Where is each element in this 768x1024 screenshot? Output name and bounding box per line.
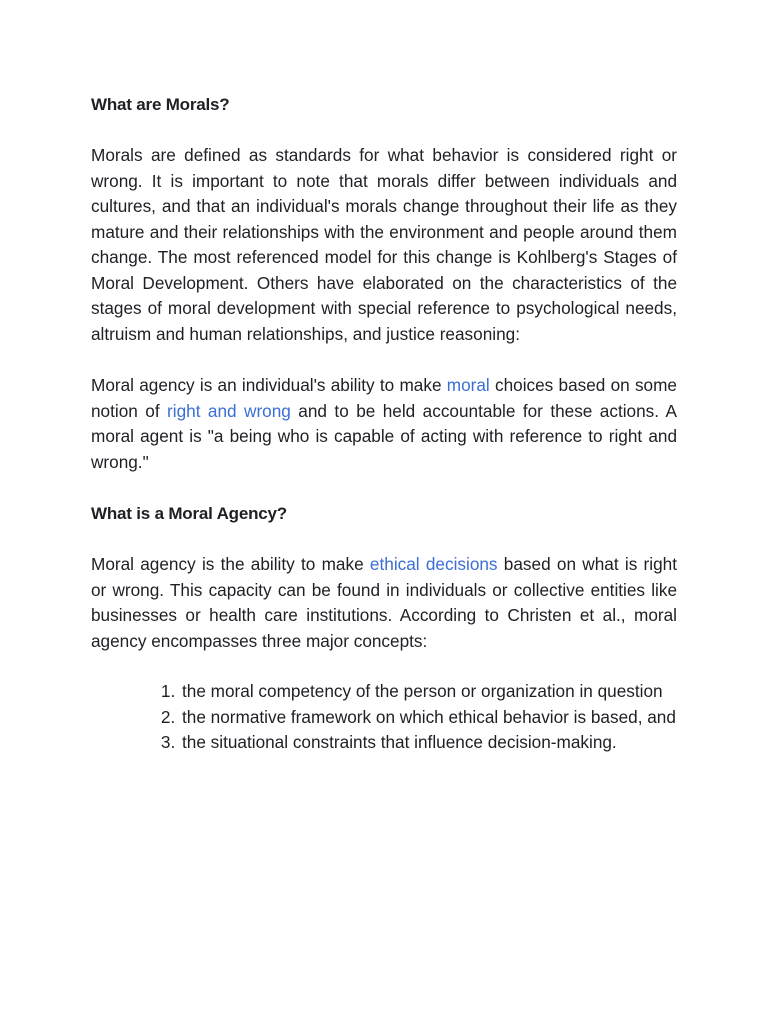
list-item: 1. the moral competency of the person or organization in question	[180, 679, 677, 705]
concepts-list	[91, 679, 677, 756]
text-segment: and to be held accountable for these actions. A moral agent is "a being who is capable of acting with reference to right and wrong."	[91, 400, 677, 472]
link-ethical-decisions[interactable]: ethical decisions	[369, 554, 498, 574]
paragraph-moral-agency-intro	[91, 373, 677, 475]
heading-what-are-morals: What are Morals?	[91, 95, 230, 114]
text-segment: choices based on some notion of	[91, 375, 677, 421]
heading-what-is-moral-agency: What is a Moral Agency?	[91, 504, 287, 523]
link-moral[interactable]: moral	[446, 375, 490, 395]
text-segment: Moral agency is the ability to make	[91, 554, 370, 574]
document-page	[91, 92, 677, 756]
paragraph-morals-definition: Morals are defined as standards for what behavior is considered right or wrong. It is important to note that morals differ between individuals and cultures, and that an individual's morals change throughout their life as they mature and their relationships with the environment and people around them change. The most referenced model for this change is Kohlberg's Stages of Moral Development. Others have elaborated on the characteristics of the stages of moral development with special reference to psychological needs, altruism and human relationships, and justice reasoning:	[91, 145, 677, 344]
list-item: 2. the normative framework on which ethical behavior is based, and	[180, 705, 677, 731]
link-right-and-wrong[interactable]: right and wrong	[167, 400, 291, 421]
paragraph-moral-agency-definition	[91, 552, 677, 654]
text-segment: Moral agency is an individual's ability to make	[91, 375, 447, 395]
list-item: 3. the situational constraints that influence decision-making.	[180, 730, 677, 756]
text-segment: based on what is right or wrong. This capacity can be found in individuals or collective entities like businesses or health care institutions. According to Christen et al., moral agency encompasses three major concepts:	[91, 554, 677, 651]
